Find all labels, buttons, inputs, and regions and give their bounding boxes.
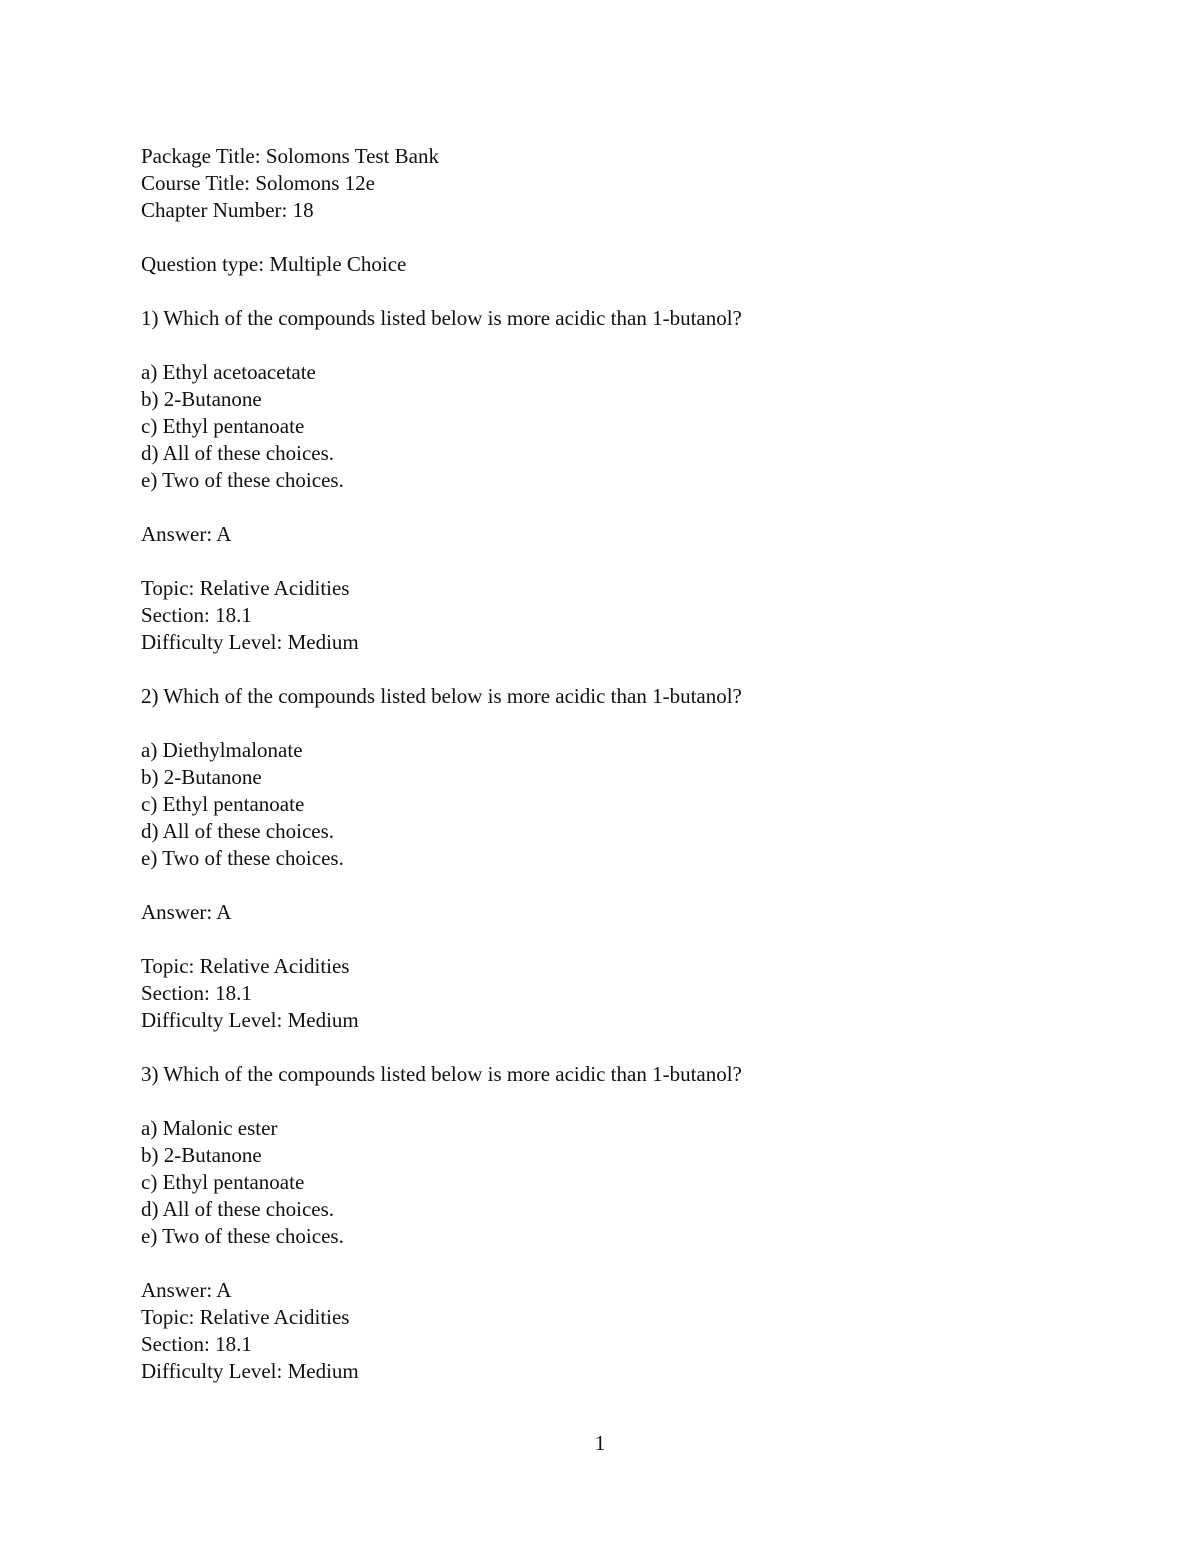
page-content — [141, 143, 1101, 1385]
spacer — [141, 224, 1101, 251]
choice-e: e) Two of these choices. — [141, 1224, 344, 1248]
choice-d: d) All of these choices. — [141, 819, 335, 843]
difficulty-level: Difficulty Level: Medium — [141, 630, 359, 654]
answer: Answer: A — [141, 1278, 232, 1302]
question-prompt: 2) Which of the compounds listed below is more acidic than 1-butanol? — [141, 684, 742, 708]
choice-e: e) Two of these choices. — [141, 846, 344, 870]
choice-c: c) Ethyl pentanoate — [141, 414, 305, 438]
topic: Topic: Relative Acidities — [141, 1305, 350, 1329]
choice-a: a) Diethylmalonate — [141, 738, 303, 762]
spacer — [141, 656, 1101, 683]
choice-a: a) Malonic ester — [141, 1116, 278, 1140]
choice-b: b) 2-Butanone — [141, 1143, 262, 1167]
spacer — [141, 872, 1101, 899]
spacer — [141, 1088, 1101, 1115]
spacer — [141, 494, 1101, 521]
spacer — [141, 1034, 1101, 1061]
choice-c: c) Ethyl pentanoate — [141, 792, 305, 816]
answer: Answer: A — [141, 900, 232, 924]
course-title: Course Title: Solomons 12e — [141, 171, 375, 195]
question-type: Question type: Multiple Choice — [141, 252, 407, 276]
section: Section: 18.1 — [141, 603, 252, 627]
choice-c: c) Ethyl pentanoate — [141, 1170, 305, 1194]
question-prompt: 3) Which of the compounds listed below is more acidic than 1-butanol? — [141, 1062, 742, 1086]
choice-d: d) All of these choices. — [141, 1197, 335, 1221]
difficulty-level: Difficulty Level: Medium — [141, 1359, 359, 1383]
spacer — [141, 710, 1101, 737]
page-number: 1 — [594, 1431, 606, 1455]
topic: Topic: Relative Acidities — [141, 576, 350, 600]
choice-a: a) Ethyl acetoacetate — [141, 360, 316, 384]
choice-d: d) All of these choices. — [141, 441, 335, 465]
section: Section: 18.1 — [141, 1332, 252, 1356]
spacer — [141, 278, 1101, 305]
package-title: Package Title: Solomons Test Bank — [141, 144, 439, 168]
choice-b: b) 2-Butanone — [141, 765, 262, 789]
section: Section: 18.1 — [141, 981, 252, 1005]
topic: Topic: Relative Acidities — [141, 954, 350, 978]
choice-b: b) 2-Butanone — [141, 387, 262, 411]
spacer — [141, 332, 1101, 359]
question-prompt: 1) Which of the compounds listed below is more acidic than 1-butanol? — [141, 306, 742, 330]
chapter-number: Chapter Number: 18 — [141, 198, 314, 222]
spacer — [141, 548, 1101, 575]
answer: Answer: A — [141, 522, 232, 546]
spacer — [141, 1250, 1101, 1277]
choice-e: e) Two of these choices. — [141, 468, 344, 492]
difficulty-level: Difficulty Level: Medium — [141, 1008, 359, 1032]
spacer — [141, 926, 1101, 953]
